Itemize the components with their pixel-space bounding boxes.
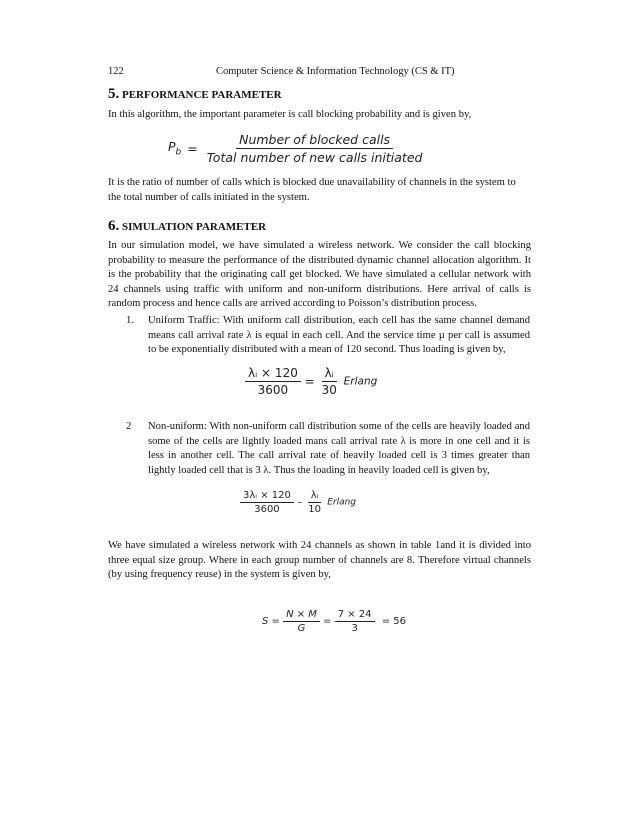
- blocking-fraction: [204, 132, 426, 165]
- uniform-fraction-2: [319, 366, 340, 397]
- eq-equals: =: [304, 374, 315, 389]
- non-uniform-fraction-1: [240, 490, 294, 515]
- section-5-title: PERFORMANCE PARAMETER: [122, 89, 282, 101]
- fraction-denominator: 30: [321, 383, 337, 397]
- section-6-intro: In our simulation model, we have simulated a wireless network. We consider the call blocking probability to measure the performance of the distributed dynamic channel allocation algorithm. It is the probability that the originating call get blocked. We have simulated a cellular network with 24 channels using traffic with uniform and non-uniform distributions. Here arrival of calls is random process and hence calls are arrived according to Poisson’s distribution process.: [108, 240, 531, 310]
- eq-lhs: $P_b$: [168, 139, 182, 158]
- fraction-numerator: Number of blocked calls: [236, 132, 393, 149]
- blocking-probability-equation: [168, 132, 425, 165]
- uniform-loading-equation: [245, 366, 377, 397]
- fraction-numerator: 7 × 24: [335, 609, 375, 622]
- section-6-heading: [108, 218, 266, 235]
- virtual-channels-paragraph: We have simulated a wireless network with 24 channels as shown in table 1and it is divided into three equal size group. Where in each group number of channels are 8. Therefore virtual channels (by using frequency reuse) in the system is given by,: [108, 540, 531, 581]
- section-5-number: 5.: [108, 86, 120, 102]
- non-uniform-loading-equation: [240, 490, 356, 515]
- page-number: 122: [108, 66, 124, 77]
- fraction-denominator: 3600: [257, 383, 289, 397]
- section-6-title: SIMULATION PARAMETER: [122, 221, 267, 233]
- fraction-denominator: G: [297, 623, 306, 634]
- fraction-numerator: λᵢ × 120: [245, 366, 301, 382]
- eq-result: = 56: [381, 616, 407, 627]
- eq-operator: –: [297, 497, 303, 508]
- section-5-heading: [108, 86, 282, 103]
- list-item-text: Non-uniform: With non-uniform call distribution some of the cells are heavily loaded and some of the cells are lightly loaded mans call arrival rate λ is more in one cell and it is less in another cell. The call arrival rate of heavily loaded cell is 3 times greater than lightly loaded cell that is 3 λ. Thus the loading in heavily loaded cell is given by,: [148, 421, 530, 476]
- virtual-fraction-2: [335, 609, 375, 634]
- section-6-number: 6.: [108, 218, 120, 234]
- fraction-denominator: 10: [308, 504, 321, 515]
- list-marker: 2: [126, 421, 132, 432]
- fraction-numerator: λᵢ: [308, 490, 322, 503]
- eq-equals: =: [187, 141, 198, 156]
- virtual-fraction-1: [283, 609, 320, 634]
- fraction-numerator: λᵢ: [322, 366, 337, 382]
- virtual-channels-equation: [262, 609, 406, 634]
- eq-equals: =: [323, 616, 332, 627]
- section-5-explanation: It is the ratio of number of calls which is blocked due unavailability of channels in the system to the total number of calls initiated in the system.: [108, 177, 516, 203]
- erlang-unit: Erlang: [327, 497, 357, 508]
- non-uniform-fraction-2: [305, 490, 324, 515]
- erlang-unit: Erlang: [343, 375, 378, 388]
- fraction-denominator: 3600: [254, 504, 280, 515]
- uniform-fraction-1: [245, 366, 301, 397]
- fraction-numerator: 3λᵢ × 120: [240, 490, 294, 503]
- fraction-numerator: N × M: [283, 609, 320, 622]
- list-item-text: Uniform Traffic: With uniform call distribution, each cell has the same channel demand means call arrival rate λ is equal in each cell. And the service time µ per call is assumed to be exponentially distributed with a mean of 120 second. Thus loading is given by,: [148, 315, 530, 356]
- fraction-denominator: Total number of new calls initiated: [206, 150, 423, 165]
- list-marker: 1.: [126, 315, 134, 326]
- section-5-intro: In this algorithm, the important parameter is call blocking probability and is given by,: [108, 109, 472, 120]
- fraction-denominator: 3: [351, 623, 358, 634]
- journal-title: Computer Science & Information Technology (CS & IT): [216, 66, 455, 77]
- eq-lhs: S =: [262, 616, 280, 627]
